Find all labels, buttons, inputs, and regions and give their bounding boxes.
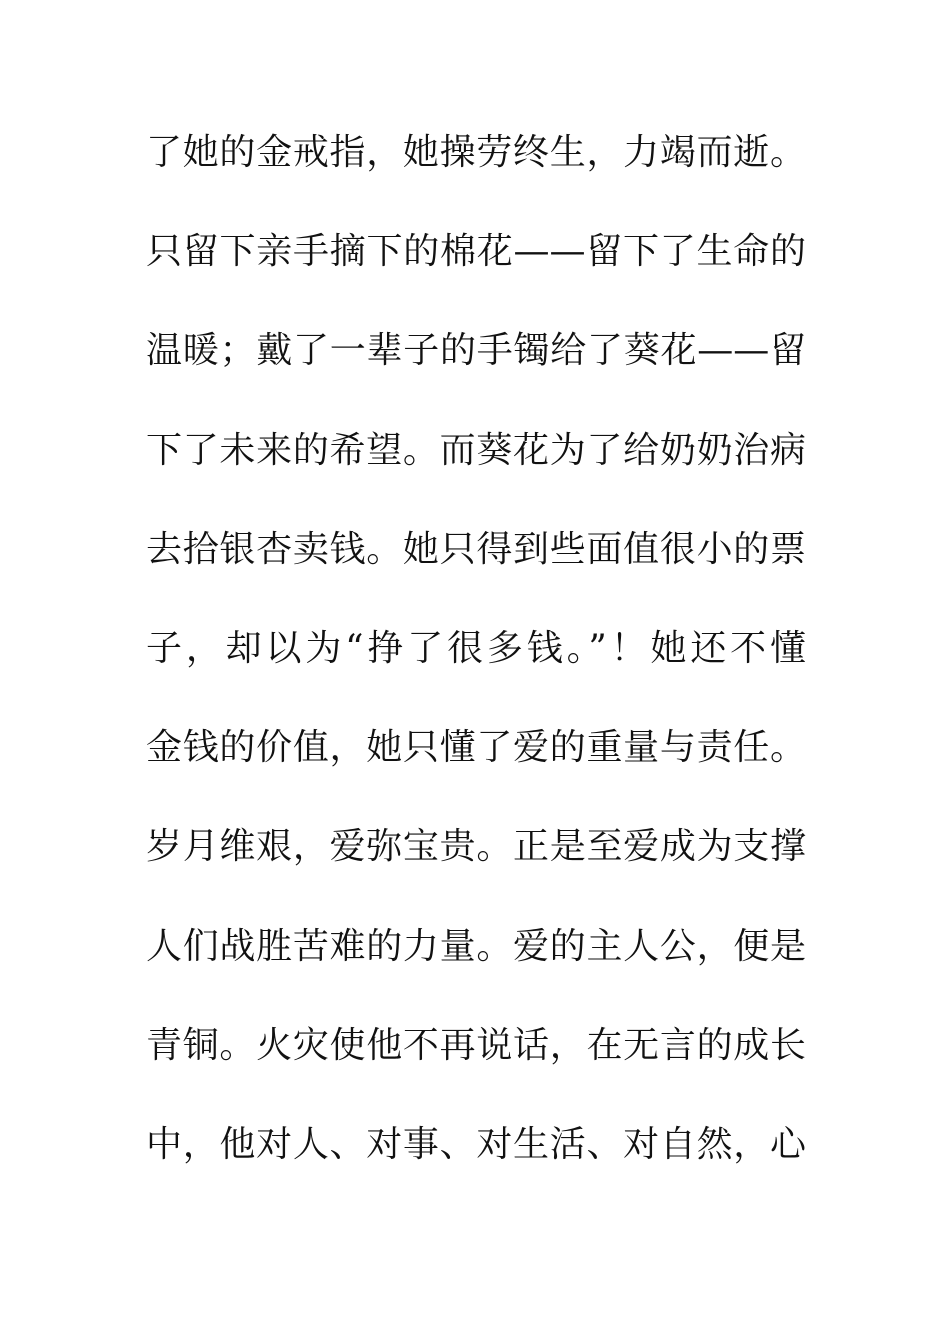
text-line: 了她的金戒指，她操劳终生，力竭而逝。: [146, 132, 806, 173]
text-line: 下了未来的希望。而葵花为了给奶奶治病: [146, 429, 806, 471]
text-line: 只留下亲手摘下的棉花——留下了生命的: [146, 231, 806, 273]
text-line: 人们战胜苦难的力量。爱的主人公，便是: [146, 925, 806, 967]
text-line: 去拾银杏卖钱。她只得到些面值很小的票: [146, 528, 806, 570]
text-line: 金钱的价值，她只懂了爱的重量与责任。: [146, 727, 806, 769]
text-line: 温暖；戴了一辈子的手镯给了葵花——留: [146, 330, 806, 372]
text-line: 子，却以为“挣了很多钱。”！她还不懂: [146, 627, 806, 669]
text-line: 青铜。火灾使他不再说话，在无言的成长: [146, 1024, 806, 1066]
text-line: 岁月维艰，爱弥宝贵。正是至爱成为支撑: [146, 826, 806, 868]
text-line: 中，他对人、对事、对生活、对自然，心: [146, 1123, 806, 1165]
body-text: [146, 128, 806, 1219]
